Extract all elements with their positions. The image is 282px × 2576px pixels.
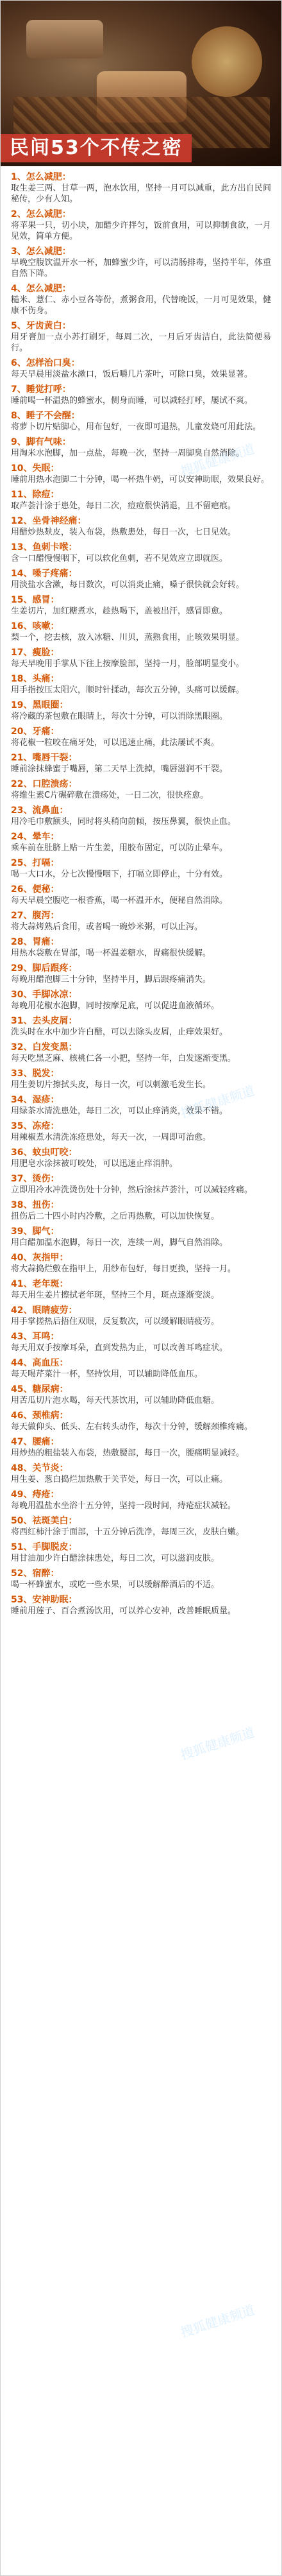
remedy-heading: 16、咳嗽： <box>11 621 60 631</box>
remedy-item <box>11 209 271 242</box>
remedy-item <box>11 568 271 590</box>
remedy-text: 用淡盐水含漱，每日数次，可以消炎止痛，嗓子很快就会好转。 <box>11 580 245 590</box>
remedy-item <box>11 410 271 433</box>
remedy-item <box>11 1541 271 1564</box>
remedy-text: 立即用冷水冲洗烫伤处十分钟，然后涂抹芦荟汁，可以减轻疼痛。 <box>11 1185 253 1195</box>
remedy-item <box>11 1515 271 1538</box>
remedy-text: 喝一杯蜂蜜水，或吃一些水果，可以缓解醉酒后的不适。 <box>11 1580 220 1590</box>
remedy-item <box>11 171 271 205</box>
remedy-text: 将西红柿汁涂于面部，十五分钟后洗净，每周三次，皮肤白嫩。 <box>11 1527 245 1537</box>
remedy-heading: 26、便秘： <box>11 884 60 895</box>
remedy-item <box>11 1015 271 1038</box>
remedy-heading: 19、黑眼圈： <box>11 700 69 710</box>
remedy-heading: 52、宿醉： <box>11 1568 60 1579</box>
remedy-text: 用生姜、葱白捣烂加热敷于关节处，每日一次，可以止痛。 <box>11 1475 228 1484</box>
remedy-item <box>11 384 271 406</box>
remedy-text: 将花椒一粒咬在痛牙处，可以迅速止痛，此法屡试不爽。 <box>11 738 220 748</box>
watermark: 搜狐健康频道 <box>178 2301 257 2340</box>
remedy-item <box>11 1147 271 1169</box>
remedy-text: 用生姜切片擦拭头皮，每日一次，可以刺激毛发生长。 <box>11 1080 212 1090</box>
remedy-text: 用炒热的粗盐装入布袋，热敷腰部，每日一次，腰痛明显减轻。 <box>11 1448 245 1458</box>
watermark: 搜狐健康频道 <box>178 1082 257 1121</box>
remedy-item <box>11 320 271 354</box>
remedy-heading: 49、痔疮： <box>11 1490 60 1500</box>
remedy-text: 早晚空腹饮温开水一杯，加蜂蜜少许，可以清肠排毒，坚持半年，体重自然下降。 <box>11 258 271 279</box>
remedy-text: 将冷藏的茶包敷在眼睛上，每次十分钟，可以消除黑眼圈。 <box>11 712 228 721</box>
remedy-text: 用白醋加温水泡脚，每日一次，连续一周，脚气自然消除。 <box>11 1238 228 1248</box>
remedy-heading: 15、感冒： <box>11 595 60 605</box>
remedy-text: 洗头时在水中加少许白醋，可以去除头皮屑，止痒效果好。 <box>11 1027 228 1037</box>
remedy-text: 用甘油加少许白醋涂抹患处，每日二次，可以滋润皮肤。 <box>11 1554 220 1563</box>
remedy-heading: 32、白发变黑： <box>11 1042 78 1052</box>
remedy-heading: 45、糖尿病： <box>11 1384 69 1395</box>
remedy-item <box>11 515 271 538</box>
remedy-item <box>11 1278 271 1301</box>
remedy-heading: 48、关节炎： <box>11 1463 69 1473</box>
remedy-heading: 43、耳鸣： <box>11 1332 60 1342</box>
remedy-heading: 18、头痛： <box>11 674 60 684</box>
remedy-item <box>11 1594 271 1617</box>
remedy-text: 每晚用醋泡脚三十分钟，坚持半月，脚后跟疼痛消失。 <box>11 975 212 984</box>
remedy-text: 每晚用花椒水泡脚，同时按摩足底，可以促进血液循环。 <box>11 1001 220 1011</box>
remedy-text: 每天喝芹菜汁一杯，坚持饮用，可以辅助降低血压。 <box>11 1370 203 1379</box>
remedy-heading: 29、脚后跟疼： <box>11 963 78 974</box>
remedy-item <box>11 726 271 748</box>
remedy-item <box>11 463 271 485</box>
remedy-text: 睡前涂抹蜂蜜于嘴唇，第二天早上洗掉，嘴唇滋润不干裂。 <box>11 764 228 774</box>
remedy-heading: 51、手脚脱皮： <box>11 1542 78 1552</box>
remedy-item <box>11 1331 271 1353</box>
remedy-heading: 7、睡觉打呼： <box>11 384 71 395</box>
remedy-item <box>11 884 271 906</box>
remedy-heading: 39、脚气： <box>11 1226 60 1237</box>
remedy-text: 生姜切片，加红糖煮水，趁热喝下，盖被出汗，感冒即愈。 <box>11 606 228 616</box>
remedy-heading: 8、睡子不会醒： <box>11 411 80 421</box>
remedy-heading: 20、牙痛： <box>11 726 60 737</box>
remedy-item <box>11 594 271 617</box>
remedy-text: 用冷毛巾敷额头，同时将头稍向前倾，按压鼻翼，很快止血。 <box>11 817 236 827</box>
remedy-text: 每天早晚用手掌从下往上按摩脸部，坚持一月，脸部明显变小。 <box>11 659 245 669</box>
remedy-item <box>11 673 271 696</box>
remedy-text: 喝一大口水，分七次慢慢咽下，打嗝立即停止，十分有效。 <box>11 870 228 879</box>
watermark: 搜狐健康频道 <box>178 1724 257 1763</box>
remedy-item <box>11 246 271 279</box>
remedy-item <box>11 778 271 801</box>
remedy-heading: 40、灰指甲： <box>11 1253 69 1263</box>
remedy-text: 将维生素C片碾碎敷在溃疡处，一日二次，很快痊愈。 <box>11 791 209 800</box>
remedy-heading: 3、怎么减肥： <box>11 246 71 257</box>
herb-pot-graphic <box>192 26 262 97</box>
remedy-text: 每天早晨空腹吃一根香蕉，喝一杯温开水，便秘自然消除。 <box>11 896 228 906</box>
remedy-heading: 25、打嗝： <box>11 858 60 868</box>
remedy-item <box>11 1568 271 1590</box>
remedy-text: 乘车前在肚脐上贴一片生姜，用胶布固定，可以防止晕车。 <box>11 843 228 853</box>
remedy-text: 每天做仰头、低头、左右转头动作，每次十分钟，缓解颈椎疼痛。 <box>11 1422 253 1432</box>
remedy-text: 取芦荟汁涂于患处，每日二次，痘痘很快消退，且不留疤痕。 <box>11 501 236 511</box>
remedy-item <box>11 936 271 959</box>
remedy-heading: 12、坐骨神经痛： <box>11 516 87 526</box>
remedy-text: 用牙膏加一点小苏打刷牙，每周二次，一月后牙齿洁白，此法简便易行。 <box>11 332 271 353</box>
remedy-heading: 47、腰痛： <box>11 1437 60 1447</box>
remedy-text: 每天用生姜片擦拭老年斑，坚持三个月，斑点逐渐变淡。 <box>11 1291 220 1300</box>
remedy-item <box>11 1384 271 1406</box>
remedy-item <box>11 1305 271 1327</box>
remedy-item <box>11 1252 271 1275</box>
remedy-heading: 38、扭伤： <box>11 1200 60 1210</box>
remedy-heading: 35、冻疮： <box>11 1121 60 1131</box>
remedy-text: 用辣椒煮水清洗冻疮患处，每天一次，一周即可治愈。 <box>11 1133 212 1142</box>
remedy-item <box>11 1410 271 1432</box>
remedy-text: 糙米、薏仁、赤小豆各等份，煮粥食用，代替晚饭，一月可见效果，健康不伤身。 <box>11 295 271 316</box>
remedy-text: 用苦瓜切片泡水喝，每天代茶饮用，可以辅助降低血糖。 <box>11 1396 220 1405</box>
remedy-text: 用绿茶水清洗患处，每日二次，可以止痒消炎，效果不错。 <box>11 1106 228 1116</box>
remedy-item <box>11 647 271 669</box>
remedy-text: 每晚用温盐水坐浴十五分钟，坚持一段时间，痔疮症状减轻。 <box>11 1501 236 1511</box>
remedy-item <box>11 542 271 564</box>
remedy-text: 用醋炒热麸皮，装入布袋，热敷患处，每日一次，七日见效。 <box>11 528 236 537</box>
remedy-item <box>11 700 271 722</box>
remedy-heading: 31、去头皮屑： <box>11 1016 78 1026</box>
remedy-item <box>11 805 271 827</box>
remedy-heading: 46、颈椎病： <box>11 1411 69 1421</box>
remedy-heading: 37、烫伤： <box>11 1174 60 1184</box>
remedy-heading: 33、脱发： <box>11 1069 60 1079</box>
remedy-heading: 4、怎么减肥： <box>11 284 71 294</box>
remedy-heading: 11、除痘： <box>11 490 60 500</box>
remedy-heading: 14、嗓子疼痛： <box>11 569 78 579</box>
header-banner-image <box>1 1 281 166</box>
remedy-text: 每天早晨用淡盐水漱口，饭后嚼几片茶叶，可除口臭，效果显著。 <box>11 370 253 379</box>
remedy-item <box>11 752 271 775</box>
remedy-item <box>11 1199 271 1222</box>
remedy-item <box>11 621 271 643</box>
remedy-item <box>11 963 271 985</box>
remedy-text: 扭伤后二十四小时内冷敷，之后再热敷，可以加快恢复。 <box>11 1212 220 1221</box>
remedy-heading: 44、高血压： <box>11 1358 69 1368</box>
remedy-item <box>11 1226 271 1248</box>
remedy-item <box>11 910 271 932</box>
remedy-text: 用手指按压太阳穴，顺时针揉动，每次五分钟，头痛可以缓解。 <box>11 685 245 695</box>
remedy-item <box>11 1121 271 1143</box>
remedy-item <box>11 489 271 511</box>
remedy-item <box>11 989 271 1011</box>
remedy-item <box>11 1489 271 1511</box>
remedy-heading: 24、晕车： <box>11 832 60 842</box>
page-title: 民间53个不传之密 <box>1 134 192 162</box>
remedy-text: 梨一个，挖去核，放入冰糖、川贝，蒸熟食用，止咳效果明显。 <box>11 633 245 642</box>
remedy-item <box>11 1463 271 1485</box>
remedy-heading: 13、鱼刺卡喉： <box>11 542 78 553</box>
remedy-text: 将苹果一只，切小块，加醋少许拌匀，饭前食用，可以抑制食欲，一月见效，简单方便。 <box>11 221 271 241</box>
remedy-heading: 27、腹泻： <box>11 911 60 921</box>
remedy-heading: 5、牙齿黄白： <box>11 321 71 331</box>
remedy-text: 睡前用热水泡脚二十分钟，喝一杯热牛奶，可以安神助眠，效果良好。 <box>11 475 270 485</box>
remedy-text: 每天用双手按摩耳朵，直到发热为止，可以改善耳鸣症状。 <box>11 1343 228 1353</box>
remedy-item <box>11 1357 271 1380</box>
remedy-text: 将大蒜烤熟后食用，或者喝一碗炒米粥，可以止泻。 <box>11 922 203 932</box>
remedy-heading: 23、流鼻血： <box>11 805 69 816</box>
remedy-heading: 10、失眠： <box>11 463 60 474</box>
remedy-text: 取生姜三两、甘草一两，泡水饮用，坚持一月可以减重，此方出自民间秘传，少有人知。 <box>11 184 271 204</box>
remedy-text: 用肥皂水涂抹被叮咬处，可以迅速止痒消肿。 <box>11 1159 178 1169</box>
remedy-heading: 30、手脚冰凉： <box>11 990 78 1000</box>
remedy-heading: 53、安神助眠： <box>11 1595 78 1605</box>
remedy-heading: 28、胃痛： <box>11 937 60 947</box>
remedy-text: 睡前喝一杯温热的蜂蜜水，侧身而睡，可以减轻打呼，屡试不爽。 <box>11 396 253 406</box>
remedy-heading: 17、瘦脸： <box>11 648 60 658</box>
remedy-text: 含一口醋慢慢咽下，可以软化鱼刺，若不见效应立即就医。 <box>11 554 228 563</box>
remedy-heading: 6、怎样治口臭： <box>11 358 80 368</box>
remedy-text: 用手掌搓热后捂住双眼，反复数次，可以缓解眼睛疲劳。 <box>11 1317 220 1327</box>
remedy-item <box>11 1173 271 1196</box>
remedy-heading: 1、怎么减肥： <box>11 172 71 182</box>
remedy-heading: 34、湿疹： <box>11 1095 60 1105</box>
remedy-item <box>11 357 271 380</box>
watermark: 搜狐健康频道 <box>178 440 257 479</box>
remedy-text: 将大蒜捣烂敷在指甲上，用纱布包好，每日更换，坚持一月。 <box>11 1264 236 1274</box>
remedy-text: 每天吃黑芝麻、核桃仁各一小把，坚持一年，白发逐渐变黑。 <box>11 1054 236 1063</box>
remedy-heading: 9、脚有气味： <box>11 437 71 447</box>
remedy-text: 睡前用莲子、百合煮汤饮用，可以养心安神，改善睡眠质量。 <box>11 1606 236 1616</box>
remedy-item <box>11 857 271 880</box>
remedy-heading: 50、祛斑美白： <box>11 1516 78 1526</box>
remedy-heading: 36、蚊虫叮咬： <box>11 1147 78 1158</box>
remedy-heading: 21、嘴唇干裂： <box>11 753 78 763</box>
remedy-item <box>11 831 271 854</box>
remedy-heading: 42、眼睛疲劳： <box>11 1305 78 1316</box>
remedy-item <box>11 1042 271 1064</box>
remedy-heading: 22、口腔溃疡： <box>11 779 78 789</box>
remedy-heading: 41、老年斑： <box>11 1279 69 1289</box>
herb-jar-graphic <box>26 20 103 58</box>
remedy-heading: 2、怎么减肥： <box>11 209 71 219</box>
remedy-item <box>11 283 271 316</box>
remedy-item <box>11 1436 271 1459</box>
remedy-text: 用淘米水泡脚，加一点盐，每晚一次，坚持一周脚臭自然消除。 <box>11 449 245 458</box>
remedy-text: 将萝卜切片贴脚心，用布包好，一夜即可退热，儿童发烧可用此法。 <box>11 422 261 432</box>
remedy-text: 用热水袋敷在胃部，喝一杯温姜糖水，胃痛很快缓解。 <box>11 949 212 958</box>
remedy-list <box>1 166 281 1617</box>
